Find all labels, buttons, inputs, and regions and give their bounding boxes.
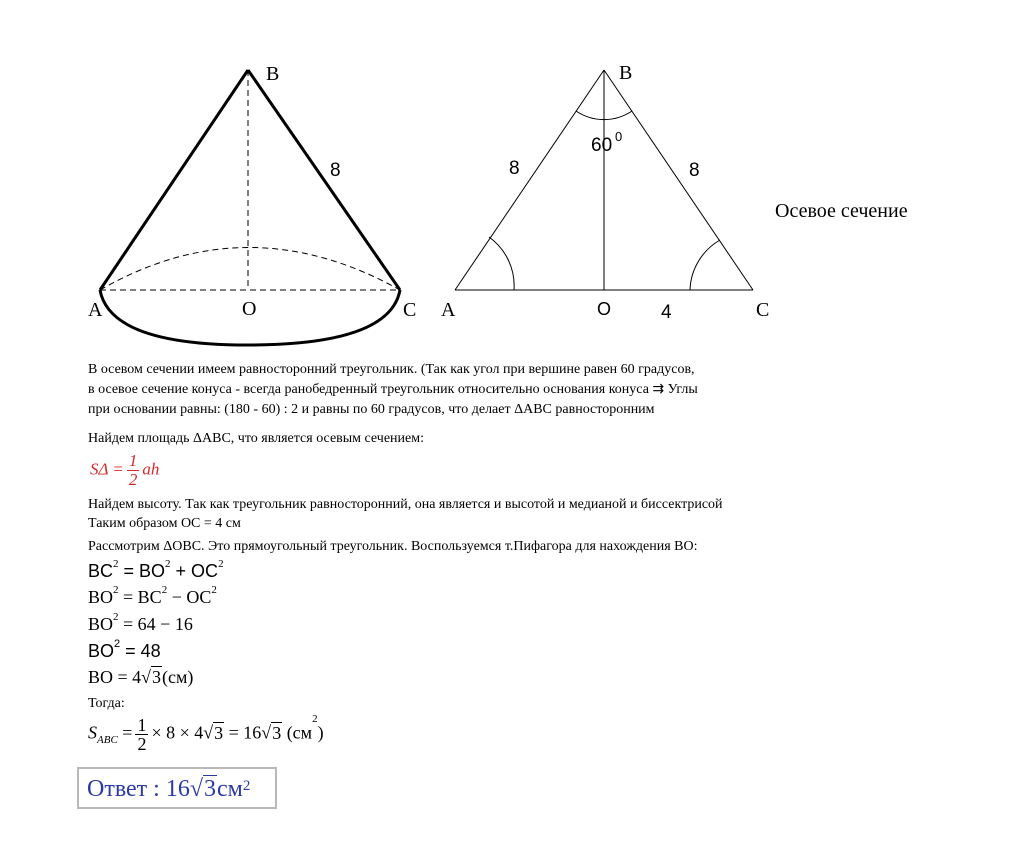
area-formula-lhs: SΔ = [90, 459, 124, 479]
cone-left-generatrix [100, 70, 248, 290]
equation-3: $BO^2 = 64 - 16$ [88, 611, 193, 634]
equation-5: BO = 4√3(см) [88, 667, 194, 687]
equation-1: $BC^2 = BO^2 + OC^2$ [88, 558, 224, 581]
cone-label-c: C [403, 299, 417, 321]
then-text: Тогда: [88, 696, 125, 711]
angle-arc-a [489, 237, 514, 290]
triangle-figure [440, 55, 780, 325]
area-formula [90, 452, 159, 489]
cone-label-b: B [266, 63, 280, 85]
cone-label-a: A [88, 299, 103, 321]
find-height-text: Найдем высоту. Так как треугольник равносторонний, она является и высотой и медианой и биссектрисой [88, 497, 723, 512]
equation-2: $BO^2 = BC^2 - OC^2$ [88, 584, 217, 607]
tri-oc-length: 4 [661, 302, 672, 323]
tri-label-a: A [441, 299, 456, 321]
find-area-text: Найдем площадь ΔABC, что является осевым сечением: [88, 431, 424, 446]
triangle-side-ab [455, 70, 604, 290]
intro-line-3: при основании равны: (180 - 60) : 2 и равны по 60 градусов, что делает ΔABC равносторонним [88, 402, 655, 417]
cone-label-o: O [242, 298, 257, 320]
tri-angle-value: 60 [591, 135, 613, 156]
tri-side-bc-length: 8 [689, 160, 700, 181]
cone-figure [80, 55, 440, 355]
intro-line-2: в осевое сечение конуса - всегда ранобедренный треугольник относительно основания конуса ⇉ Углы [88, 382, 698, 397]
final-area-formula: $S_{ABC}$ = $\frac{1}{2}$ × 8 × 4√3 = 16√3 $(см^2)$ [88, 713, 324, 754]
oc-value-text: Таким образом OC = 4 см [88, 516, 241, 531]
consider-obc-text: Рассмотрим ΔOBC. Это прямоугольный треугольник. Воспользуемся т.Пифагора для нахождения BO: [88, 539, 698, 554]
cone-side-length: 8 [330, 160, 341, 181]
caption-axial-section: Осевое сечение [775, 200, 908, 222]
tri-label-b: B [619, 62, 633, 84]
answer-box: Ответ : $16√3см^2$ [77, 767, 277, 809]
tri-side-ab-length: 8 [509, 158, 520, 179]
area-formula-rhs: ah [142, 459, 160, 479]
equation-4: $BO^2 = 48$ [88, 638, 161, 661]
cone-right-generatrix [248, 70, 400, 290]
tri-label-c: C [756, 299, 770, 321]
tri-angle-degree: 0 [615, 129, 623, 144]
triangle-side-bc [604, 70, 753, 290]
area-formula-fraction: $\frac{1}{2}$ [128, 451, 138, 489]
intro-line-1: В осевом сечении имеем равносторонний треугольник. (Так как угол при вершине равен 60 градусов, [88, 362, 695, 377]
cone-back-ellipse [100, 248, 400, 291]
tri-label-o: O [597, 299, 612, 319]
angle-arc-c [690, 240, 720, 290]
